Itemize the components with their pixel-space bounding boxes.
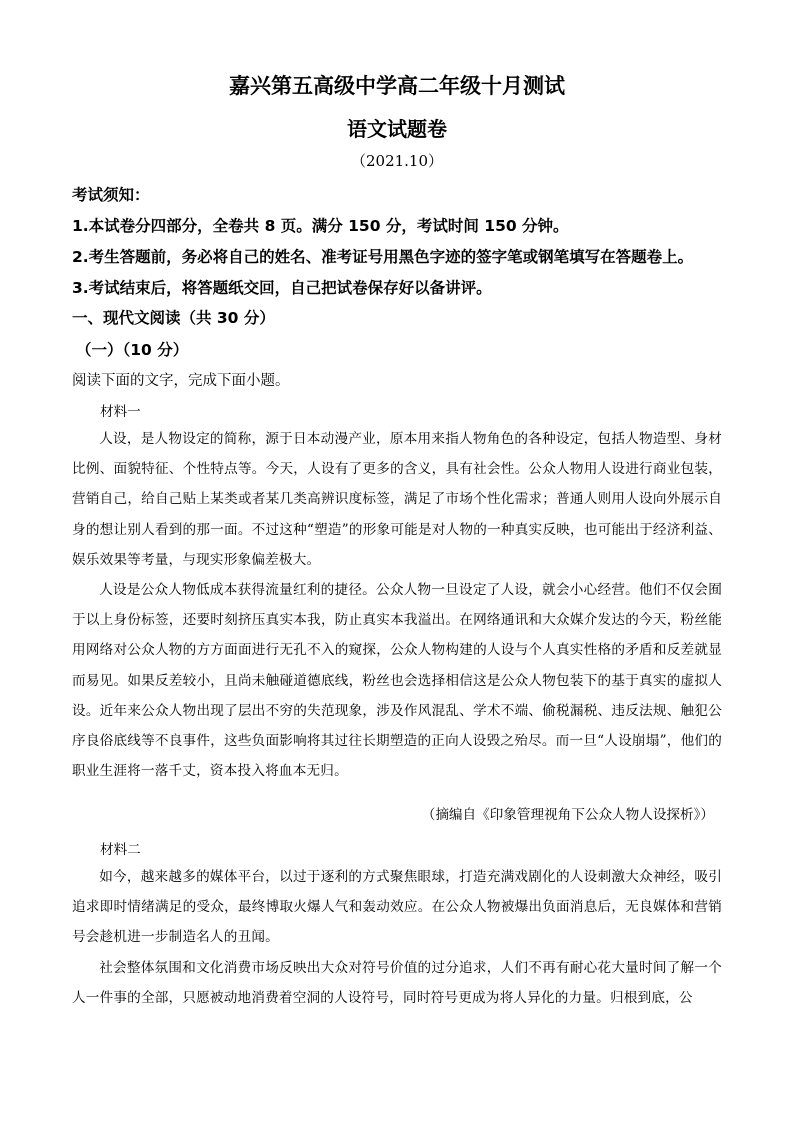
section-title: 一、现代文阅读（共 30 分）: [72, 309, 275, 327]
material-paragraph: 如今，越来越多的媒体平台，以过于逐利的方式聚焦眼球，打造充满戏剧化的人设刺激大众神经，吸引追求即时情绪满足的受众，最终博取火爆人气和轰动效应。在公众人物被爆出负面消息后，无良媒体和营销号会趁机进一步制造名人的丑闻。: [72, 869, 722, 946]
subsection-title: （一）（10 分）: [76, 341, 189, 359]
exam-subtitle: 语文试题卷: [347, 117, 447, 141]
notice-item: 1.本试卷分四部分，全卷共 8 页。满分 150 分，考试时间 150 分钟。: [72, 217, 569, 235]
notice-item: 3.考试结束后，将答题纸交回，自己把试卷保存好以备讲评。: [72, 279, 492, 297]
notice-item: 2.考生答题前，务必将自己的姓名、准考证号用黑色字迹的签字笔或钢笔填写在答题卷上。: [72, 248, 694, 266]
material-source: （摘编自《印象管理视角下公众人物人设探析》）: [421, 807, 714, 823]
exam-title: 嘉兴第五高级中学高二年级十月测试: [229, 73, 565, 98]
notice-heading: 考试须知：: [72, 186, 150, 204]
material-paragraph: 人设，是人物设定的简称，源于日本动漫产业，原本用来指人物角色的各种设定，包括人物造型、身材比例、面貌特征、个性特点等。今天，人设有了更多的含义，具有社会性。公众人物用人设进行商业包装，营销自己，给自己贴上某类或者某几类高辨识度标签，满足了市场个性化需求；普通人则用人设向外展示自身的想让别人看到的那一面。不过这种“塑造”的形象可能是对人物的一种真实反映，也可能出于经济利益、娱乐效果等考量，与现实形象偏差极大。: [72, 431, 722, 568]
material-paragraph: 社会整体氛围和文化消费市场反映出大众对符号价值的过分追求，人们不再有耐心花大量时间了解一个人一件事的全部，只愿被动地消费着空洞的人设符号，同时符号更成为将人异化的力量。归根到底，公: [72, 960, 722, 1007]
material-paragraph: 人设是公众人物低成本获得流量红利的捷径。公众人物一旦设定了人设，就会小心经营。他们不仅会囿于以上身份标签，还要时刻挤压真实本我，防止真实本我溢出。在网络通讯和大众媒介发达的今天，粉丝能用网络对公众人物的方方面面进行无孔不入的窥探，公众人物构建的人设与个人真实性格的矛盾和反差就显而易见。如果反差较小，且尚未触碰道德底线，粉丝也会选择相信这是公众人物包装下的基于真实的虚拟人设。近年来公众人物出现了层出不穷的失范现象，涉及作风混乱、学术不端、偷税漏税、违反法规、触犯公序良俗底线等不良事件，这些负面影响将其过往长期塑造的正向人设毁之殆尽。而一旦“人设崩塌”，他们的职业生涯将一落千丈，资本投入将血本无归。: [72, 582, 722, 780]
material-label: 材料一: [100, 404, 141, 420]
reading-instruction: 阅读下面的文字，完成下面小题。: [72, 373, 290, 389]
material-label: 材料二: [100, 842, 141, 858]
exam-date: （2021.10）: [350, 152, 444, 170]
